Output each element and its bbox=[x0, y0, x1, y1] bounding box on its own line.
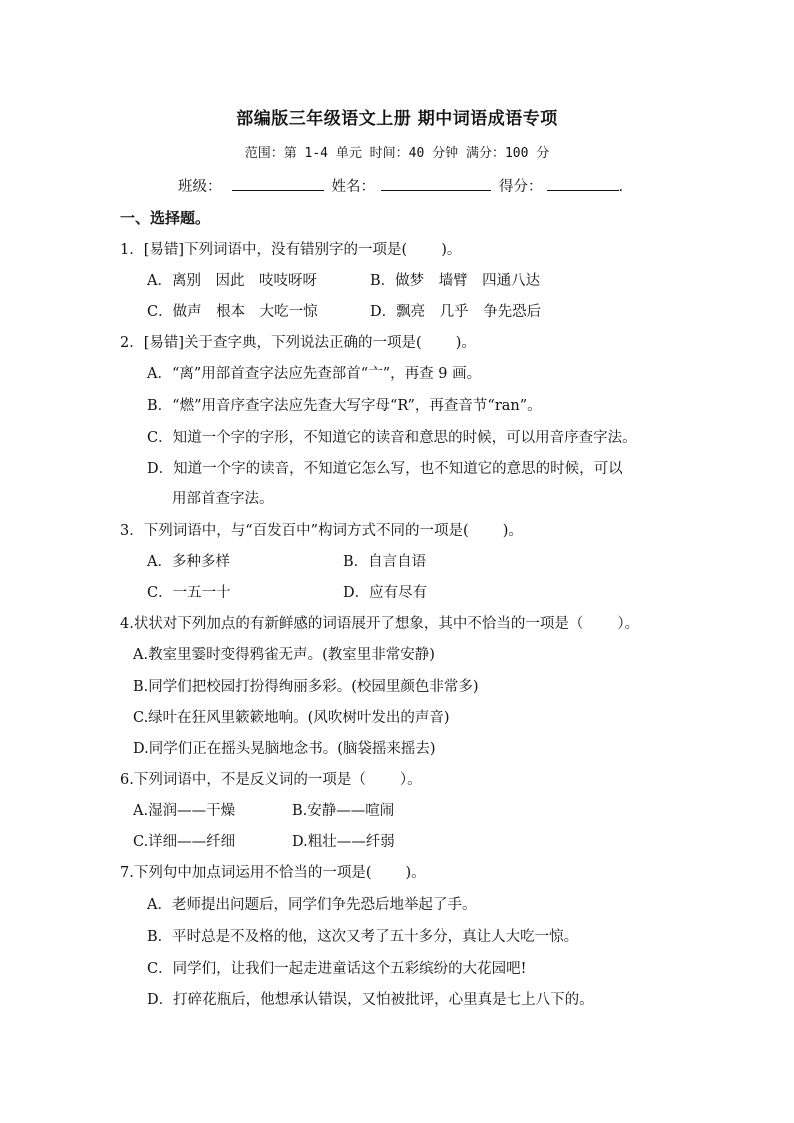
q4-option-d: D.同学们正在摇头晃脑地念书。(脑袋摇来摇去) bbox=[133, 741, 436, 757]
q6-option-a: A.湿润——干燥 bbox=[133, 803, 236, 819]
class-blank[interactable] bbox=[232, 176, 324, 191]
name-blank[interactable] bbox=[381, 176, 491, 191]
q6-option-c: C.详细——纤细 bbox=[133, 834, 236, 850]
q7-option-d: D．打碎花瓶后，他想承认错误，又怕被批评，心里真是七上八下的。 bbox=[147, 992, 594, 1008]
question-1-stem: 1．[易错]下列词语中，没有错别字的一项是( )。 bbox=[120, 242, 462, 258]
section-heading: 一、选择题。 bbox=[120, 209, 211, 227]
student-info-row bbox=[178, 175, 623, 196]
q3-option-c: C．一五一十 bbox=[147, 585, 231, 601]
question-2-stem: 2．[易错]关于查字典，下列说法正确的一项是( )。 bbox=[120, 335, 476, 351]
q7-option-c: C．同学们，让我们一起走进童话这个五彩缤纷的大花园吧! bbox=[147, 961, 527, 977]
q2-option-d-continued: 用部首查字法。 bbox=[172, 491, 274, 507]
question-7-stem: 7.下列句中加点词运用不恰当的一项是( )。 bbox=[120, 865, 426, 881]
q3-option-a: A．多种多样 bbox=[147, 554, 230, 570]
name-label: 姓名： bbox=[331, 179, 375, 195]
q1-option-a: A．离别 因此 吱吱呀呀 bbox=[147, 273, 317, 289]
q1-option-d: D．飘亮 几乎 争先恐后 bbox=[370, 304, 542, 320]
q3-option-d: D．应有尽有 bbox=[343, 585, 428, 601]
question-3-stem: 3．下列词语中，与“百发百中”构词方式不同的一项是( )。 bbox=[120, 523, 523, 539]
end-dot: . bbox=[618, 179, 624, 195]
q2-option-a: A．“离”用部首查字法应先查部首“亠”，再查 9 画。 bbox=[147, 366, 482, 382]
q1-option-c: C．做声 根本 大吃一惊 bbox=[147, 304, 318, 320]
exam-meta: 范围：第 1-4 单元 时间：40 分钟 满分：100 分 bbox=[244, 146, 550, 161]
q7-option-a: A．老师提出问题后，同学们争先恐后地举起了手。 bbox=[147, 897, 477, 913]
q6-option-b: B.安静——喧闹 bbox=[292, 803, 395, 819]
q4-option-a: A.教室里霎时变得鸦雀无声。(教室里非常安静) bbox=[133, 647, 435, 663]
score-blank[interactable] bbox=[547, 176, 619, 191]
q4-option-b: B.同学们把校园打扮得绚丽多彩。(校园里颜色非常多) bbox=[133, 679, 479, 695]
question-4-stem: 4.状状对下列加点的有新鲜感的词语展开了想象，其中不恰当的一项是（ ）。 bbox=[120, 616, 640, 632]
page-title: 部编版三年级语文上册 期中词语成语专项 bbox=[236, 109, 558, 129]
q3-option-b: B．自言自语 bbox=[343, 554, 427, 570]
q1-option-b: B．做梦 墙臂 四通八达 bbox=[370, 273, 541, 289]
q7-option-b: B．平时总是不及格的他，这次又考了五十多分，真让人大吃一惊。 bbox=[147, 929, 579, 945]
class-label: 班级： bbox=[178, 179, 222, 195]
question-6-stem: 6.下列词语中，不是反义词的一项是（ ）。 bbox=[120, 772, 422, 788]
q4-option-c: C.绿叶在狂风里簌簌地响。(风吹树叶发出的声音) bbox=[133, 710, 450, 726]
q2-option-b: B．“燃”用音序查字法应先查大写字母“R”，再查音节“ran”。 bbox=[147, 398, 542, 414]
score-label: 得分： bbox=[499, 179, 543, 195]
q2-option-d: D．知道一个字的读音，不知道它怎么写，也不知道它的意思的时候，可以 bbox=[147, 461, 623, 477]
q6-option-d: D.粗壮——纤弱 bbox=[292, 834, 395, 850]
q2-option-c: C．知道一个字的字形，不知道它的读音和意思的时候，可以用音序查字法。 bbox=[147, 430, 637, 446]
